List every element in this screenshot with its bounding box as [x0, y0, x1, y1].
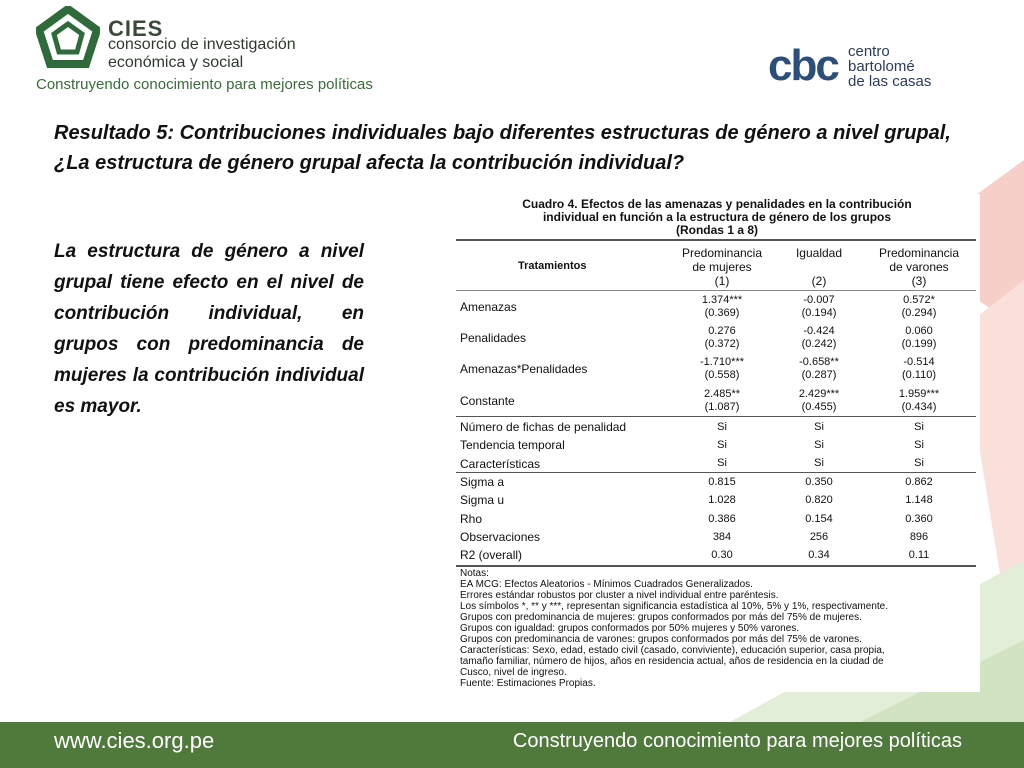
table-rule-top [456, 239, 976, 241]
stat-cell: 384 [712, 531, 732, 543]
table-notes [460, 568, 976, 689]
cies-tagline: Construyendo conocimiento para mejores políticas [36, 76, 373, 93]
table-rule-coef [456, 416, 976, 417]
se-cell: (0.372) [704, 338, 740, 350]
header-tratamientos: Tratamientos [518, 260, 587, 272]
coef-cell: 0.572* [903, 294, 935, 306]
note-line: Grupos con predominancia de mujeres: grupos conformados por más del 75% de mujeres. [460, 612, 862, 623]
header-col1-line1: Predominancia [681, 246, 763, 260]
row-label: Amenazas [460, 300, 517, 314]
se-cell: (0.242) [801, 338, 837, 350]
row-label: Número de fichas de penalidad [460, 420, 627, 434]
coef-cell: -0.007 [803, 294, 835, 306]
header-col3-line1: Predominancia [878, 246, 960, 260]
results-table [454, 194, 980, 692]
se-cell: (0.455) [801, 401, 837, 413]
control-cell: Si [717, 439, 727, 451]
coef-cell: -0.514 [903, 356, 935, 368]
stat-cell: 0.34 [808, 549, 830, 561]
row-label: Tendencia temporal [460, 438, 565, 452]
row-label: Amenazas*Penalidades [460, 362, 588, 376]
header-col3-line2: de varones [889, 260, 949, 274]
table-rule-bottom [456, 565, 976, 567]
se-cell: (0.369) [704, 307, 740, 319]
cbc-line1: centro [848, 43, 890, 60]
cbc-mark: cbc [768, 41, 838, 90]
stat-cell: 896 [909, 531, 929, 543]
coef-cell: 2.429*** [798, 388, 840, 400]
note-line: EA MCG: Efectos Aleatorios - Mínimos Cuadrados Generalizados. [460, 579, 753, 590]
note-line: Fuente: Estimaciones Propias. [460, 678, 596, 689]
se-cell: (0.110) [901, 369, 937, 381]
control-cell: Si [914, 421, 924, 433]
header-col2-line1: Igualdad [795, 246, 843, 260]
cbc-line2: bartolomé [848, 58, 915, 75]
table-caption-line2: individual en función a la estructura de género de los grupos [542, 210, 892, 224]
note-line: Cusco, nivel de ingreso. [460, 667, 567, 678]
coef-cell: 0.276 [708, 325, 736, 337]
footer-tagline: Construyendo conocimiento para mejores políticas [512, 730, 962, 752]
coef-cell: 1.374*** [701, 294, 743, 306]
cies-pentagon-icon [36, 6, 100, 70]
stat-cell: 0.386 [708, 513, 736, 525]
se-cell: (0.194) [801, 307, 837, 319]
se-cell: (0.287) [801, 369, 837, 381]
note-line: Grupos con predominancia de varones: grupos conformados por más del 75% de varones. [460, 634, 862, 645]
control-cell: Si [814, 421, 824, 433]
slide-title: Resultado 5: Contribuciones individuales bajo diferentes estructuras de género a nivel grupal, ¿La estructura de género grupal afecta la contribución individual? [54, 122, 951, 174]
header-col1-line3: (1) [714, 274, 730, 288]
stat-cell: 1.028 [708, 494, 736, 506]
note-line: Notas: [460, 568, 489, 579]
stat-cell: 1.148 [905, 494, 933, 506]
note-line: Errores estándar robustos por cluster a nivel individual entre paréntesis. [460, 590, 779, 601]
footer-bar [0, 722, 1024, 768]
cbc-line3: de las casas [848, 73, 932, 90]
row-label: Constante [460, 394, 515, 408]
se-cell: (0.199) [901, 338, 937, 350]
cbc-logo [768, 41, 968, 94]
row-label: Sigma u [460, 493, 505, 507]
coef-cell: 1.959*** [898, 388, 940, 400]
se-cell: (1.087) [704, 401, 740, 413]
coef-cell: 2.485** [703, 388, 741, 400]
control-cell: Si [717, 457, 727, 469]
note-line: Características: Sexo, edad, estado civil (casado, conviviente), educación superior, casa propia, [460, 645, 885, 656]
header-col3-line3: (3) [911, 274, 927, 288]
cies-logo [36, 6, 373, 96]
note-line: tamaño familiar, número de hijos, años en residencia actual, años de residencia en la ciudad de [460, 656, 884, 667]
stat-cell: 0.820 [805, 494, 833, 506]
header-col2-line3: (2) [811, 274, 827, 288]
coef-cell: -0.658** [799, 356, 839, 368]
row-label: Sigma a [460, 475, 505, 489]
stat-cell: 0.11 [908, 549, 930, 561]
coef-cell: 0.060 [905, 325, 933, 337]
stat-cell: 0.815 [708, 476, 736, 488]
coef-cell: -0.424 [803, 325, 835, 337]
stat-cell: 0.360 [905, 513, 933, 525]
table-caption-line3: (Rondas 1 a 8) [675, 223, 759, 237]
cies-name: CIES [108, 16, 164, 41]
body-text: La estructura de género a nivel grupal tiene efecto en el nivel de contribución individual, en grupos con predominancia de mujeres la contribución individual es mayor. [54, 241, 364, 417]
control-cell: Si [814, 439, 824, 451]
control-cell: Si [914, 457, 924, 469]
row-label: Rho [460, 512, 483, 526]
table-rule-controls [456, 472, 976, 473]
row-label: Penalidades [460, 331, 527, 345]
stat-cell: 0.154 [805, 513, 833, 525]
row-label: Observaciones [460, 530, 541, 544]
cies-subtitle-line1: consorcio de investigación [108, 36, 296, 53]
se-cell: (0.434) [901, 401, 937, 413]
footer-url[interactable]: www.cies.org.pe [54, 728, 215, 753]
se-cell: (0.558) [704, 369, 740, 381]
control-cell: Si [814, 457, 824, 469]
header-col1-line2: de mujeres [692, 260, 752, 274]
note-line: Grupos con igualdad: grupos conformados por 50% mujeres y 50% varones. [460, 623, 800, 634]
table-caption-line1: Cuadro 4. Efectos de las amenazas y penalidades en la contribución [522, 197, 912, 211]
se-cell: (0.294) [901, 307, 937, 319]
cies-subtitle-line2: económica y social [108, 54, 244, 71]
note-line: Los símbolos *, ** y ***, representan significancia estadística al 10%, 5% y 1%, respectivamente. [460, 601, 888, 612]
control-cell: Si [914, 439, 924, 451]
stat-cell: 0.350 [805, 476, 833, 488]
table-rule-header [456, 290, 976, 291]
control-cell: Si [717, 421, 727, 433]
stat-cell: 0.30 [711, 549, 733, 561]
coef-cell: -1.710*** [699, 356, 745, 368]
stat-cell: 0.862 [905, 476, 933, 488]
row-label: Características [460, 457, 541, 471]
stat-cell: 256 [809, 531, 829, 543]
row-label: R2 (overall) [460, 548, 523, 562]
